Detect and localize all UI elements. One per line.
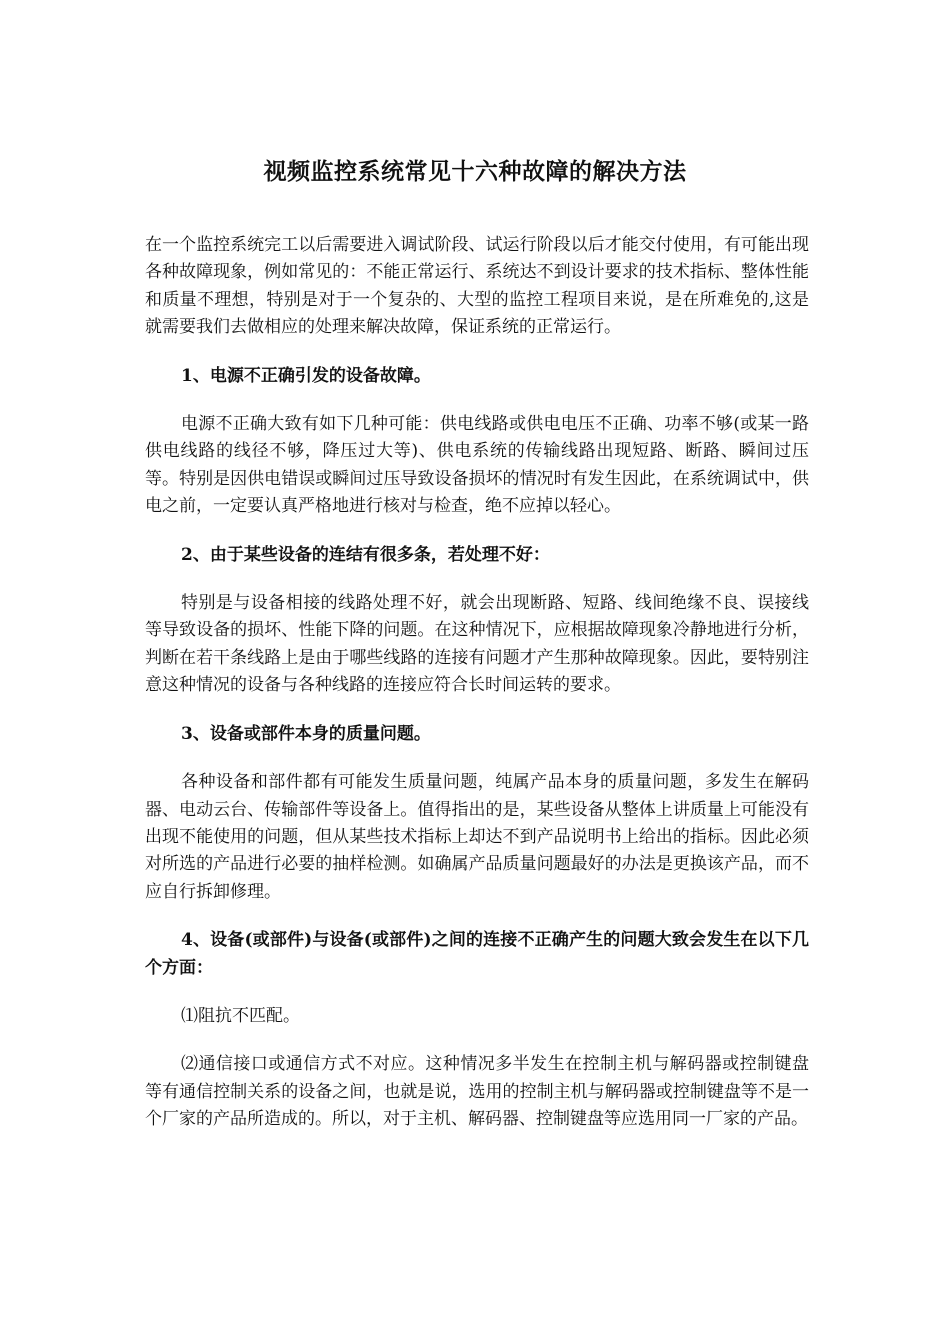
section-1-body: 电源不正确大致有如下几种可能：供电线路或供电电压不正确、功率不够(或某一路供电线路的线径不够，降压过大等)、供电系统的传输线路出现短路、断路、瞬间过压等。特别是因供电错误或瞬间过压导致设备损坏的情况时有发生因此，在系统调试中，供电之前，一定要认真严格地进行核对与检查，绝不应掉以轻心。 bbox=[145, 414, 809, 517]
section-3-body: 各种设备和部件都有可能发生质量问题，纯属产品本身的质量问题，多发生在解码器、电动云台、传输部件等设备上。值得指出的是，某些设备从整体上讲质量上可能没有出现不能使用的问题，但从某些技术指标上却达不到产品说明书上给出的指标。因此必须对所选的产品进行必要的抽样检测。如确属产品质量问题最好的办法是更换该产品，而不应自行拆卸修理。 bbox=[145, 772, 809, 902]
section-4-item-1: ⑴阻抗不匹配。 bbox=[181, 1005, 300, 1026]
section-2-body: 特别是与设备相接的线路处理不好，就会出现断路、短路、线间绝缘不良、误接线等导致设备的损坏、性能下降的问题。在这种情况下，应根据故障现象冷静地进行分析，判断在若干条线路上是由于哪些线路的连接有问题才产生那种故障现象。因此，要特别注意这种情况的设备与各种线路的连接应符合长时间运转的要求。 bbox=[145, 593, 809, 696]
intro-paragraph: 在一个监控系统完工以后需要进入调试阶段、试运行阶段以后才能交付使用，有可能出现各种故障现象，例如常见的：不能正常运行、系统达不到设计要求的技术指标、整体性能和质量不理想，特别是对于一个复杂的、大型的监控工程项目来说，是在所难免的,这是就需要我们去做相应的处理来解决故障，保证系统的正常运行。 bbox=[145, 235, 809, 338]
document-body bbox=[145, 232, 809, 1134]
document-title: 视频监控系统常见十六种故障的解决方法 bbox=[263, 158, 687, 185]
section-4-heading: 4、设备(或部件)与设备(或部件)之间的连接不正确产生的问题大致会发生在以下几个方面： bbox=[145, 930, 809, 978]
section-2-heading: 2、由于某些设备的连结有很多条，若处理不好： bbox=[181, 544, 550, 565]
section-3-heading: 3、设备或部件本身的质量问题。 bbox=[181, 723, 431, 744]
section-4-item-2: ⑵通信接口或通信方式不对应。这种情况多半发生在控制主机与解码器或控制键盘等有通信控制关系的设备之间，也就是说，选用的控制主机与解码器或控制键盘等不是一个厂家的产品所造成的。所以，对于主机、解码器、控制键盘等应选用同一厂家的产品。 bbox=[145, 1054, 809, 1130]
section-1-heading: 1、电源不正确引发的设备故障。 bbox=[181, 365, 431, 386]
